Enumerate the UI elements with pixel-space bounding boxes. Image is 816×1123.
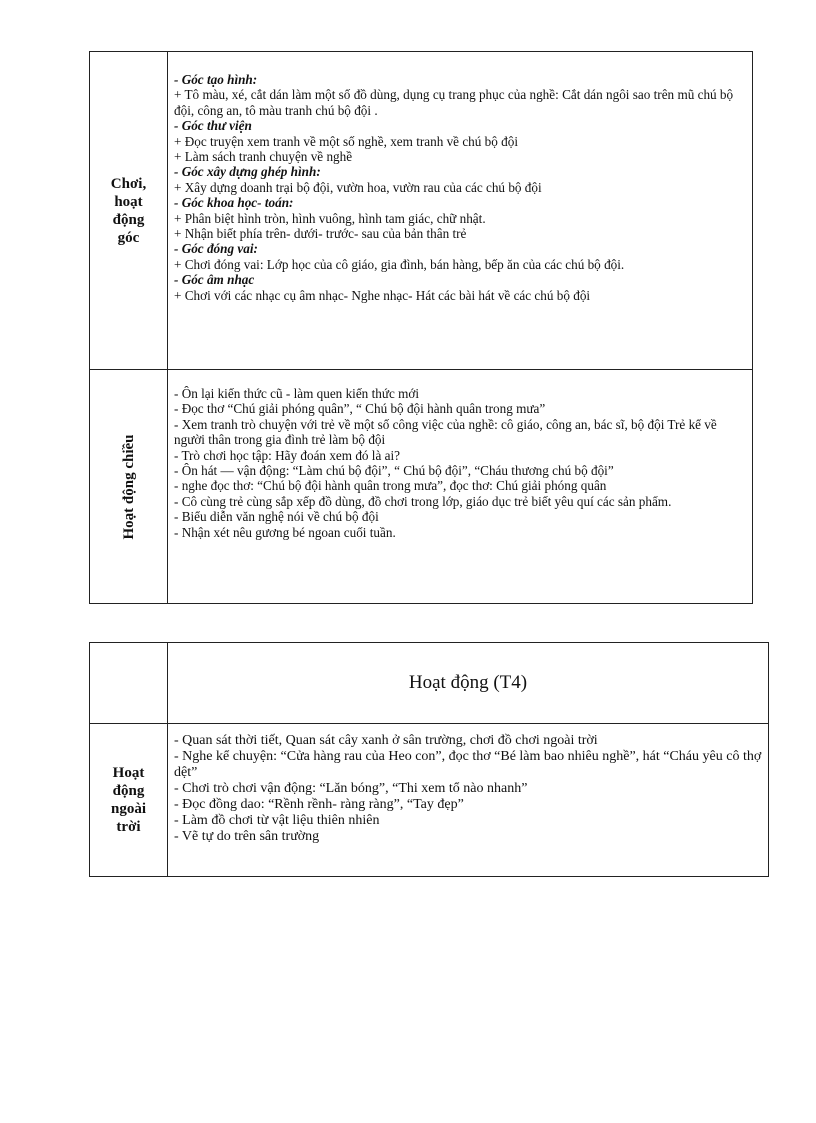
corner-heading: - Góc thư viện (174, 118, 252, 134)
content-line: + Nhận biết phía trên- dưới- trước- sau của bản thân trẻ (174, 226, 467, 242)
content-line: + Chơi với các nhạc cụ âm nhạc- Nghe nhạc- Hát các bài hát về các chú bộ đội (174, 287, 591, 303)
schedule-table-2 (89, 642, 769, 877)
content-line: - Cô cùng trẻ cùng sắp xếp đồ dùng, đồ chơi trong lớp, giáo dục trẻ biết yêu quí các sản phẩm. (174, 493, 672, 509)
content-line: - Trò chơi học tập: Hãy đoán xem đó là ai? (174, 447, 400, 463)
corner-heading: - Góc tạo hình: (174, 72, 258, 87)
section-title: Hoạt động (T4) (168, 643, 769, 724)
content-line: - Biểu diễn văn nghệ nói về chú bộ đội (174, 509, 379, 525)
content-line: + Tô màu, xé, cắt dán làm một số đồ dùng, dụng cụ trang phục của nghề: Cắt dán ngôi sao trên mũ chú bộ đội, công an, tô màu tranh chú bộ đội . (174, 87, 734, 118)
table-row (90, 52, 753, 370)
vertical-label: Hoạt động chiều (120, 433, 137, 540)
schedule-table-1 (89, 51, 753, 604)
content-line: + Phân biệt hình tròn, hình vuông, hình tam giác, chữ nhật. (174, 210, 486, 226)
content-line: + Đọc truyện xem tranh về một số nghề, xem tranh về chú bộ đội (174, 133, 519, 149)
content-line: - Xem tranh trò chuyện với trẻ về một số công việc của nghề: cô giáo, công an, bác sĩ, bộ đội Trẻ kể về người thân trong gia đình trẻ làm bộ đội (174, 416, 717, 448)
corner-heading: - Góc âm nhạc (174, 272, 255, 288)
corner-heading: - Góc khoa học- toán: (174, 195, 294, 211)
corner-heading: - Góc đóng vai: (174, 241, 258, 257)
label-line: Chơi, (110, 175, 147, 192)
content-line: + Chơi đóng vai: Lớp học của cô giáo, gia đình, bán hàng, bếp ăn của các chú bộ đội. (174, 256, 625, 272)
content-line: - Nhận xét nêu gương bé ngoan cuối tuần. (174, 524, 396, 540)
row-label-ngoai-troi (90, 724, 168, 877)
content-line: - Nghe kể chuyện: “Cửa hàng rau của Heo con”, đọc thơ “Bé làm bao nhiêu nghề”, hát “Cháu yêu cô thợ dệt” (174, 749, 762, 780)
label-line: ngoài (110, 801, 146, 817)
empty-header-cell (90, 643, 168, 724)
content-line: - Ôn lại kiến thức cũ - làm quen kiến thức mới (174, 386, 420, 401)
content-cell-ngoai-troi (168, 724, 769, 877)
content-cell-chieu (168, 370, 753, 604)
content-line: - Đọc đồng dao: “Rềnh rềnh- ràng ràng”, “Tay đẹp” (174, 797, 464, 812)
content-line: - nghe đọc thơ: “Chú bộ đội hành quân trong mưa”, đọc thơ: Chú giải phóng quân (174, 478, 607, 494)
content-line: - Làm đồ chơi từ vật liệu thiên nhiên (174, 813, 380, 828)
table-row (90, 370, 753, 604)
label-line: động (112, 783, 145, 799)
corner-heading: - Góc xây dựng ghép hình: (174, 164, 321, 180)
table-row (90, 643, 769, 724)
label-line: hoạt (114, 193, 143, 210)
content-cell-goc (168, 52, 753, 370)
content-line: + Xây dựng doanh trại bộ đội, vườn hoa, vườn rau của các chú bộ đội (174, 179, 542, 195)
content-line: - Vẽ tự do trên sân trường (174, 829, 320, 844)
row-label-chieu (90, 370, 168, 604)
label-line: động (112, 211, 145, 228)
label-line: Hoạt (112, 765, 145, 781)
label-line: trời (116, 819, 141, 835)
content-line: - Đọc thơ “Chú giải phóng quân”, “ Chú bộ đội hành quân trong mưa” (174, 401, 546, 417)
content-line: - Quan sát thời tiết, Quan sát cây xanh ở sân trường, chơi đồ chơi ngoài trời (174, 733, 598, 748)
content-line: - Ôn hát — vận động: “Làm chú bộ đội”, “ Chú bộ đội”, “Cháu thương chú bộ đội” (174, 463, 614, 479)
row-label-goc (90, 52, 168, 370)
label-line: góc (117, 229, 140, 246)
content-line: + Làm sách tranh chuyện về nghề (174, 149, 353, 165)
content-line: - Chơi trò chơi vận động: “Lăn bóng”, “Thi xem tổ nào nhanh” (174, 781, 528, 796)
table-row (90, 724, 769, 877)
